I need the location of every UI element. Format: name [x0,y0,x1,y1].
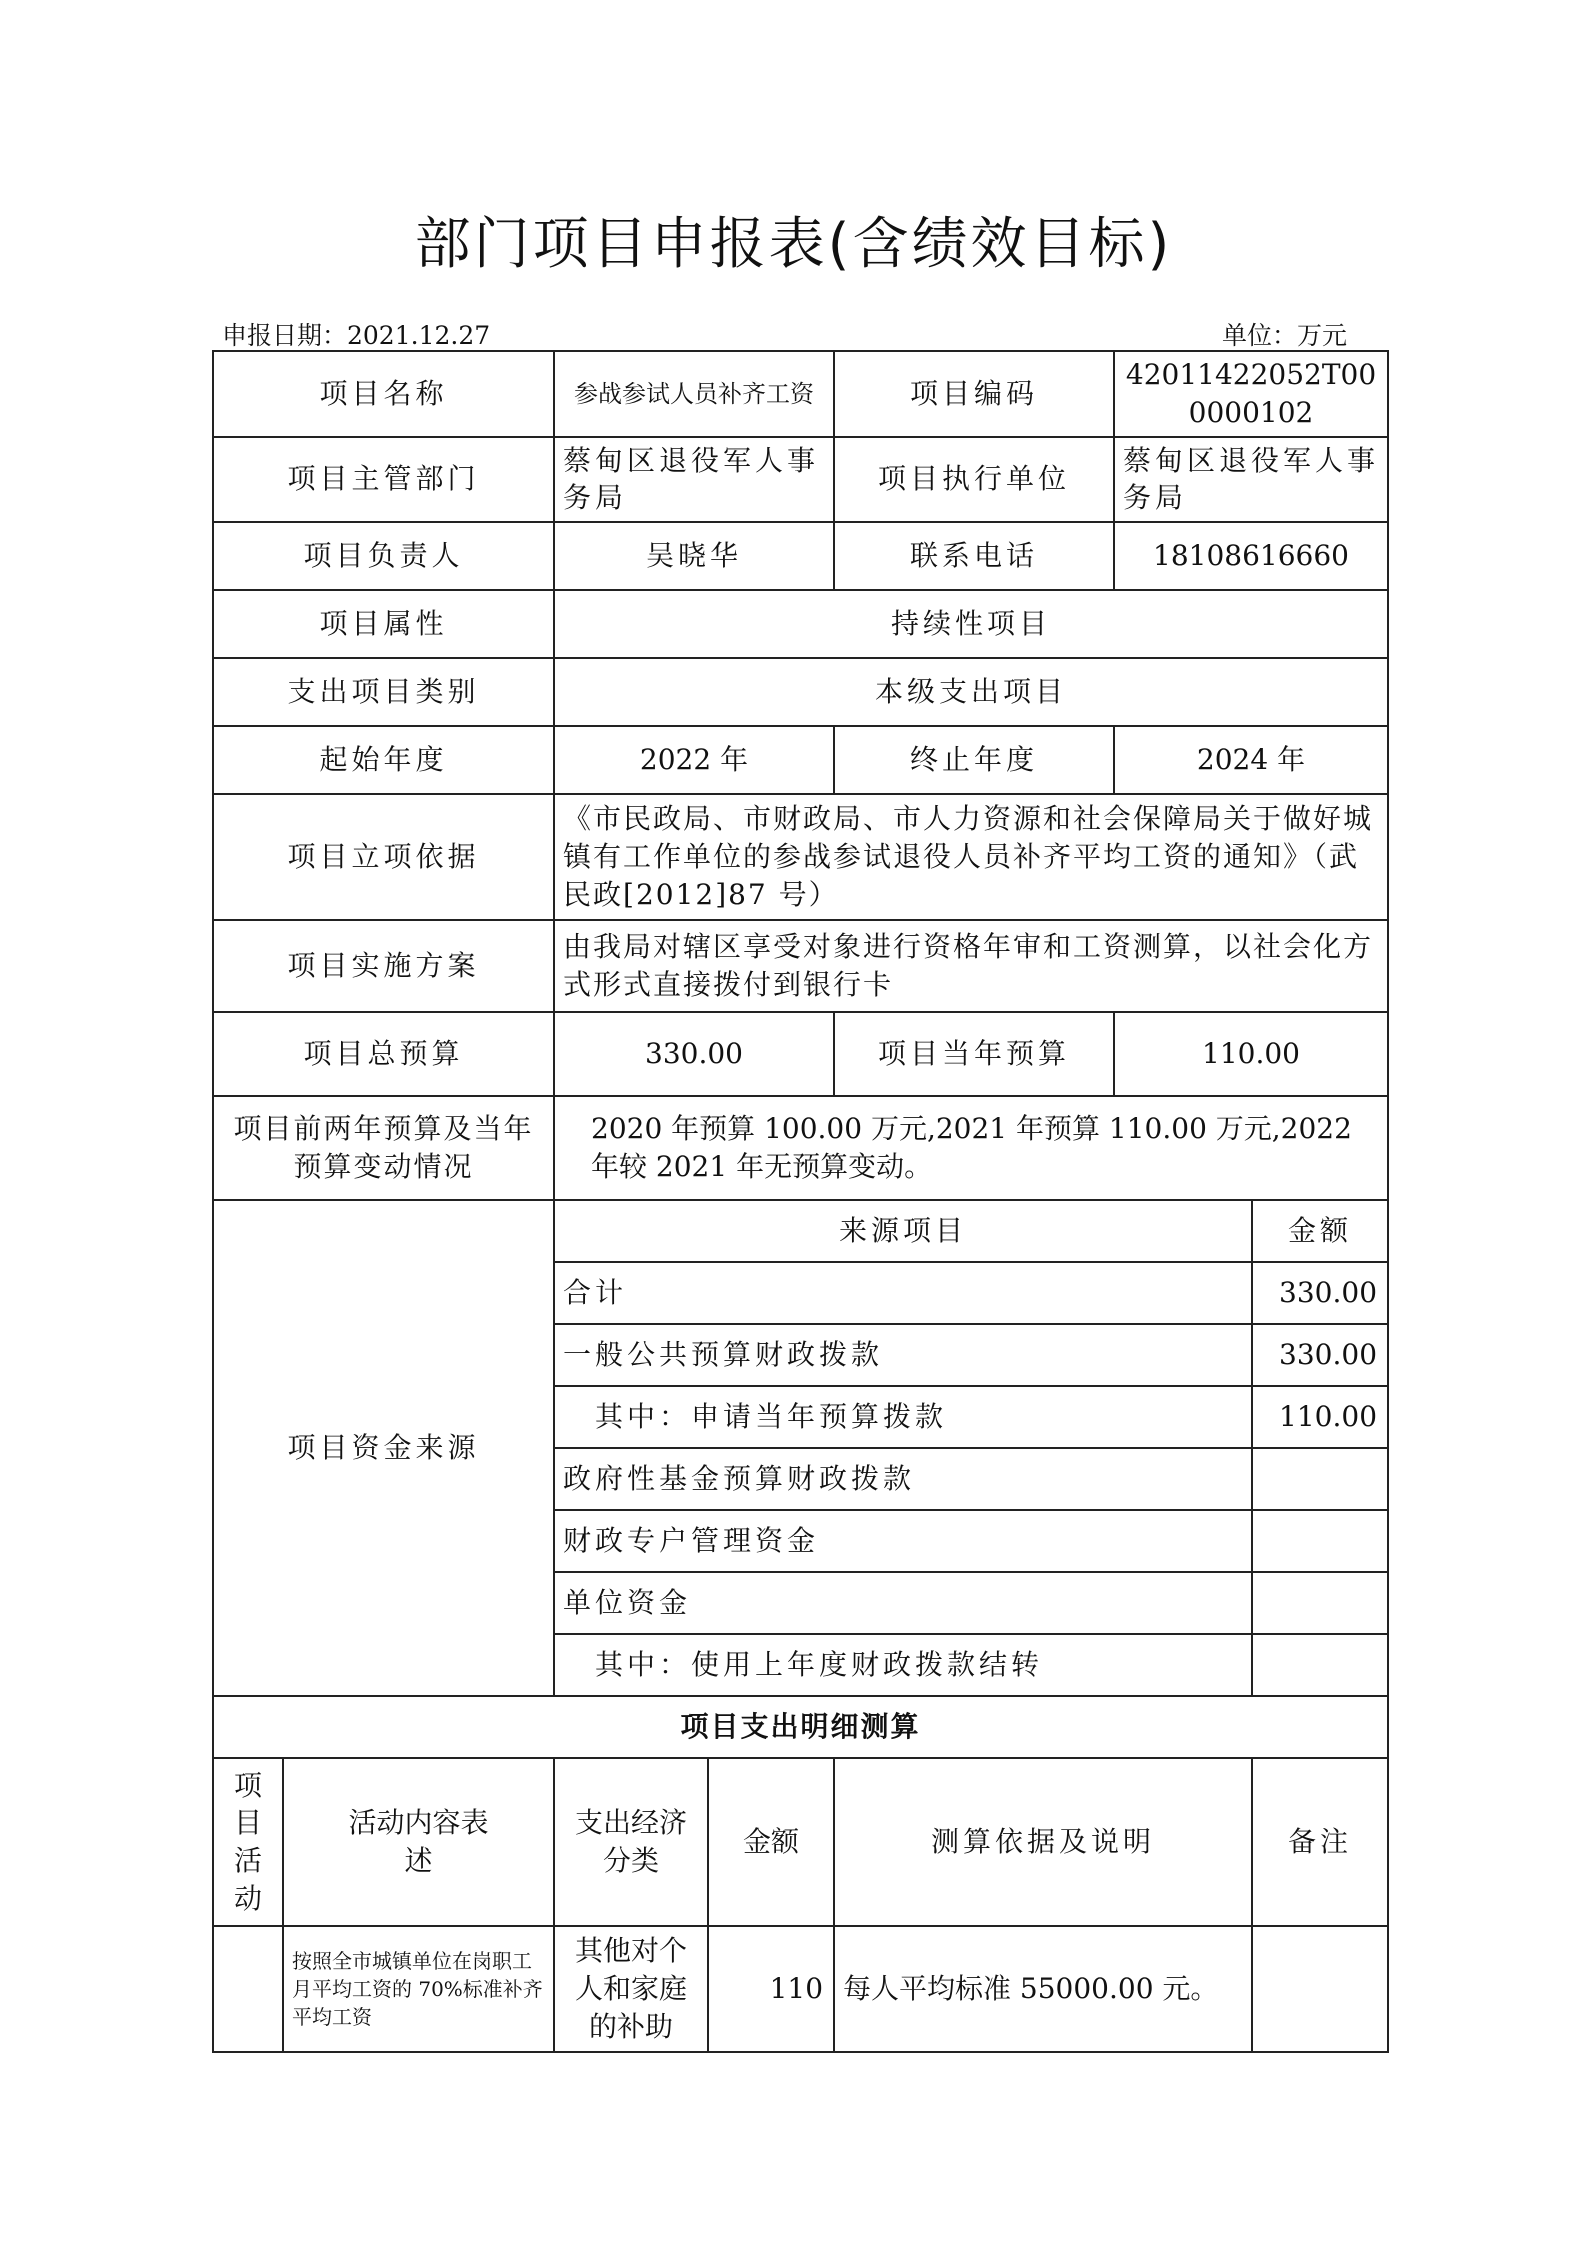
name-label: 项目名称 [213,351,554,437]
category-label: 支出项目类别 [213,658,554,726]
funding-source-name: 单位资金 [554,1572,1252,1634]
basis-label: 项目立项依据 [213,794,554,920]
year-budget-label: 项目当年预算 [834,1012,1114,1096]
dept-value: 蔡甸区退役军人事务局 [554,437,834,523]
phone-label: 联系电话 [834,522,1114,590]
total-budget-label: 项目总预算 [213,1012,554,1096]
dept-label: 项目主管部门 [213,437,554,523]
change-label: 项目前两年预算及当年预算变动情况 [213,1096,554,1200]
plan-label: 项目实施方案 [213,920,554,1012]
funding-amount: 330.00 [1252,1262,1388,1324]
end-year-label: 终止年度 [834,726,1114,794]
header-remark: 备注 [1252,1758,1388,1926]
basis-value: 《市民政局、市财政局、市人力资源和社会保障局关于做好城镇有工作单位的参战参试退役人员补齐平均工资的通知》（武民政[2012]87 号） [554,794,1388,920]
category-value: 本级支出项目 [554,658,1388,726]
phone-value: 18108616660 [1114,522,1388,590]
funding-source-name: 其中：申请当年预算拨款 [554,1386,1252,1448]
end-year-value: 2024 年 [1114,726,1388,794]
year-budget-value: 110.00 [1114,1012,1388,1096]
funding-label: 项目资金来源 [213,1200,554,1696]
attr-value: 持续性项目 [554,590,1388,658]
unit-label: 单位：万元 [1221,321,1347,350]
funding-amount [1252,1448,1388,1510]
exec-value: 蔡甸区退役军人事务局 [1114,437,1388,523]
row-category [213,658,1388,726]
row-dept [213,437,1388,523]
attr-label: 项目属性 [213,590,554,658]
plan-value: 由我局对辖区享受对象进行资格年审和工资测算，以社会化方式形式直接拨付到银行卡 [554,920,1388,1012]
row-funding-header [213,1200,1388,1262]
detail-content: 按照全市城镇单位在岗职工月平均工资的 70%标准补齐平均工资 [283,1926,554,2052]
row-leader [213,522,1388,590]
header-amount: 金额 [708,1758,834,1926]
detail-econ: 其他对个人和家庭的补助 [554,1926,708,2052]
name-value: 参战参试人员补齐工资 [554,351,834,437]
funding-source-name: 财政专户管理资金 [554,1510,1252,1572]
report-date: 申报日期：2021.12.27 [222,321,491,350]
header-econ: 支出经济分类 [554,1758,708,1926]
start-year-label: 起始年度 [213,726,554,794]
funding-amount: 330.00 [1252,1324,1388,1386]
page-title: 部门项目申报表(含绩效目标) [414,212,1173,277]
detail-amount: 110 [708,1926,834,2052]
funding-source-name: 政府性基金预算财政拨款 [554,1448,1252,1510]
funding-source-name: 合计 [554,1262,1252,1324]
header-content: 活动内容表述 [283,1758,554,1926]
detail-activity [213,1926,283,2052]
header-basis: 测算依据及说明 [834,1758,1252,1926]
leader-label: 项目负责人 [213,522,554,590]
row-budget-change [213,1096,1388,1200]
row-budget [213,1012,1388,1096]
row-basis [213,794,1388,920]
funding-amount [1252,1510,1388,1572]
funding-source-name: 一般公共预算财政拨款 [554,1324,1252,1386]
leader-value: 吴晓华 [554,522,834,590]
row-detail-title [213,1696,1388,1758]
funding-source-header: 来源项目 [554,1200,1252,1262]
detail-basis: 每人平均标准 55000.00 元。 [834,1926,1252,2052]
total-budget-value: 330.00 [554,1012,834,1096]
header-activity: 项目活动 [213,1758,283,1926]
funding-amount: 110.00 [1252,1386,1388,1448]
change-value: 2020 年预算 100.00 万元,2021 年预算 110.00 万元,2022 年较 2021 年无预算变动。 [554,1096,1388,1200]
row-project-name [213,351,1388,437]
project-form-table [212,350,1389,2053]
start-year-value: 2022 年 [554,726,834,794]
funding-source-name: 其中：使用上年度财政拨款结转 [554,1634,1252,1696]
funding-amount [1252,1634,1388,1696]
detail-remark [1252,1926,1388,2052]
exec-label: 项目执行单位 [834,437,1114,523]
funding-amount-header: 金额 [1252,1200,1388,1262]
row-attr [213,590,1388,658]
detail-row [213,1926,1388,2052]
funding-amount [1252,1572,1388,1634]
row-detail-header [213,1758,1388,1926]
row-years [213,726,1388,794]
code-label: 项目编码 [834,351,1114,437]
detail-section-title: 项目支出明细测算 [213,1696,1388,1758]
code-value: 42011422052T000000102 [1114,351,1388,437]
row-plan [213,920,1388,1012]
